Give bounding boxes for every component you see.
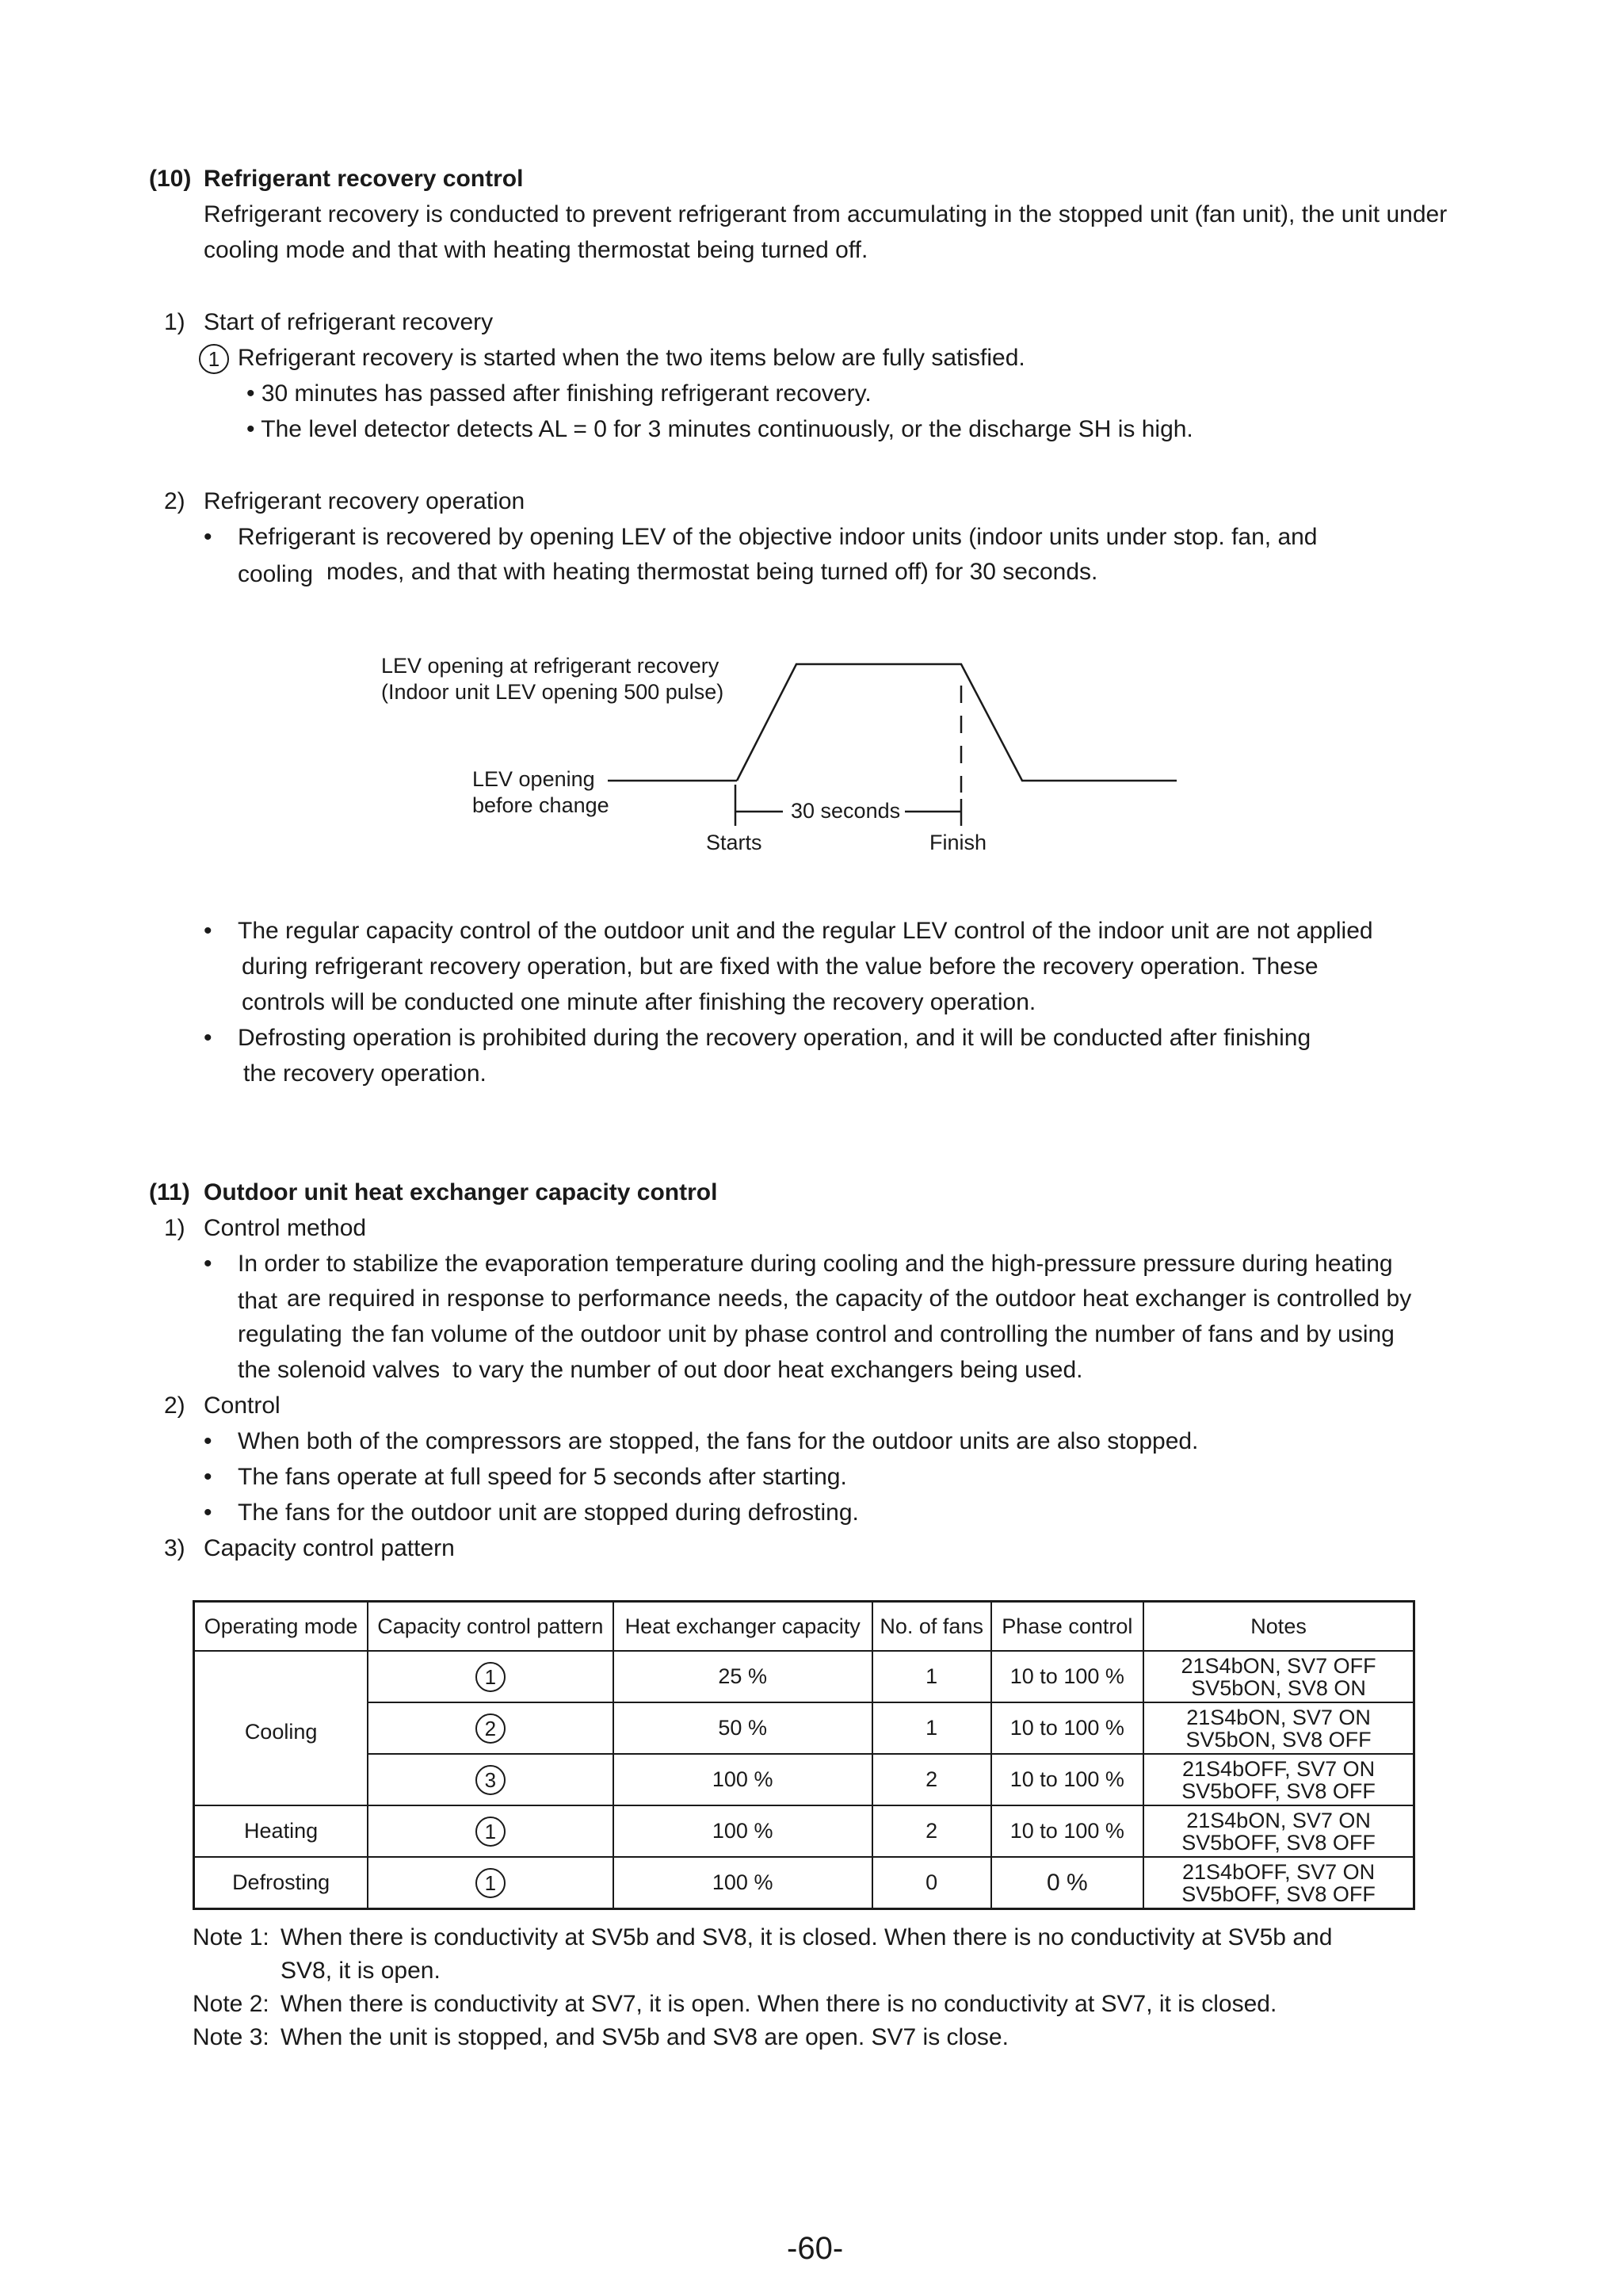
note-2-label: Note 2: [193, 1991, 269, 2017]
cell-notes [1143, 1651, 1414, 1702]
cell-pattern [368, 1651, 613, 1702]
s11-step-1-line4-a: the solenoid valves [238, 1357, 441, 1383]
note-line: SV5bOFF, SV8 OFF [1181, 1830, 1376, 1855]
s11-step-2-bullet-3: The fans for the outdoor unit are stopped during defrosting. [238, 1499, 859, 1526]
step-1-bullet-1: • 30 minutes has passed after finishing refrigerant recovery. [246, 380, 872, 407]
diagram-start-label: Starts [706, 831, 762, 854]
diagram-label-top-1: LEV opening at refrigerant recovery [381, 654, 719, 678]
note-line: SV5bOFF, SV8 OFF [1181, 1881, 1376, 1906]
step-1-bullet-2: • The level detector detects AL = 0 for 3 minutes continuously, or the discharge SH is high. [246, 416, 1193, 442]
note-1-label: Note 1: [193, 1924, 269, 1950]
cell-phase: 10 to 100 % [991, 1805, 1144, 1857]
diagram-finish-label: Finish [929, 831, 987, 854]
cell-notes [1143, 1857, 1414, 1909]
cell-mode-heating: Heating [194, 1805, 368, 1857]
note-line: SV5bOFF, SV8 OFF [1181, 1778, 1376, 1803]
step-1-text: Refrigerant recovery is started when the two items below are fully satisfied. [238, 345, 1025, 371]
diagram-label-before-1: LEV opening [472, 767, 595, 791]
cell-fans: 0 [872, 1857, 991, 1909]
header-phase-control: Phase control [991, 1602, 1144, 1652]
s11-step-2-number: 2) [164, 1392, 185, 1419]
cell-capacity: 25 % [613, 1651, 872, 1702]
s11-step-3-number: 3) [164, 1535, 185, 1561]
step-2-bullet-line2-a: cooling [238, 561, 314, 587]
cell-fans: 2 [872, 1754, 991, 1805]
header-no-of-fans: No. of fans [872, 1602, 991, 1652]
cell-capacity: 100 % [613, 1857, 872, 1909]
table-row [194, 1857, 1414, 1909]
page-number: -60- [787, 2231, 844, 2266]
header-capacity-pattern: Capacity control pattern [368, 1602, 613, 1652]
note-line: 21S4bON, SV7 ON [1186, 1808, 1371, 1832]
s11-step-1-title: Control method [204, 1215, 367, 1241]
s11-step-1-line2-a: that [238, 1288, 278, 1314]
section-10-intro-line1: Refrigerant recovery is conducted to prevent refrigerant from accumulating in the stopped unit (fan unit), the unit under [204, 201, 1448, 227]
section-10-intro-line2: cooling mode and that with heating thermostat being turned off. [204, 237, 868, 263]
table-row [194, 1754, 1414, 1805]
bullet-dot: • [204, 524, 212, 550]
step-2-bullet-line2-b: modes, and that with heating thermostat being turned off) for 30 seconds. [326, 559, 1098, 585]
header-operating-mode: Operating mode [194, 1602, 368, 1652]
cell-pattern [368, 1805, 613, 1857]
s11-step-1-line4-b: to vary the number of out door heat exchangers being used. [452, 1357, 1083, 1383]
cell-phase: 10 to 100 % [991, 1702, 1144, 1754]
diagram-duration-label: 30 seconds [791, 799, 901, 823]
table-header-row [194, 1602, 1414, 1652]
table-row [194, 1805, 1414, 1857]
s11-step-3-title: Capacity control pattern [204, 1535, 455, 1561]
note-3-line1: When the unit is stopped, and SV5b and SV8 are open. SV7 is close. [281, 2024, 1009, 2050]
cell-pattern [368, 1754, 613, 1805]
step-1-title: Start of refrigerant recovery [204, 309, 494, 335]
table-row [194, 1651, 1414, 1702]
cell-pattern [368, 1702, 613, 1754]
section-11-title: Outdoor unit heat exchanger capacity control [204, 1179, 718, 1205]
circled-number: 1 [475, 1662, 506, 1692]
note-line: 21S4bOFF, SV7 ON [1182, 1756, 1376, 1781]
bullet-dot: • [204, 1464, 212, 1490]
bullet-dot: • [204, 918, 212, 944]
bullet-dot: • [204, 1499, 212, 1526]
cell-notes [1143, 1702, 1414, 1754]
header-heat-exchanger-capacity: Heat exchanger capacity [613, 1602, 872, 1652]
step-2-number: 2) [164, 488, 185, 514]
note-line: 21S4bON, SV7 OFF [1181, 1653, 1376, 1678]
bullet-dot: • [204, 1251, 212, 1277]
step-2-title: Refrigerant recovery operation [204, 488, 525, 514]
cell-fans: 1 [872, 1651, 991, 1702]
capacity-control-table [193, 1600, 1415, 1910]
bullet-dot: • [204, 1428, 212, 1454]
s11-step-2-bullet-2: The fans operate at full speed for 5 seconds after starting. [238, 1464, 847, 1490]
s11-step-1-line2-b: are required in response to performance needs, the capacity of the outdoor heat exchanger is controlled by [287, 1286, 1412, 1312]
note-line: 21S4bON, SV7 ON [1186, 1705, 1371, 1729]
note-line: 21S4bOFF, SV7 ON [1182, 1859, 1376, 1884]
step-1-number: 1) [164, 309, 185, 335]
lev-opening-timing-diagram [0, 0, 1622, 872]
cell-notes [1143, 1754, 1414, 1805]
step-2-bullet-line1: Refrigerant is recovered by opening LEV of the objective indoor units (indoor units under stop. fan, and [238, 524, 1318, 550]
lev-opening-curve [737, 664, 1177, 781]
note-line: SV5bON, SV8 OFF [1185, 1727, 1372, 1752]
section-10-title: Refrigerant recovery control [204, 166, 524, 192]
after-bullet-2-line1: Defrosting operation is prohibited during the recovery operation, and it will be conducted after finishing [238, 1025, 1311, 1051]
circled-number: 3 [475, 1765, 506, 1795]
s11-step-2-title: Control [204, 1392, 281, 1419]
cell-pattern [368, 1857, 613, 1909]
cell-mode-defrosting: Defrosting [194, 1857, 368, 1909]
cell-fans: 1 [872, 1702, 991, 1754]
cell-capacity: 100 % [613, 1754, 872, 1805]
cell-mode-cooling: Cooling [194, 1651, 368, 1805]
cell-notes [1143, 1805, 1414, 1857]
s11-step-1-line3-b: the fan volume of the outdoor unit by phase control and controlling the number of fans and by using [352, 1321, 1395, 1347]
cell-fans: 2 [872, 1805, 991, 1857]
circled-number: 1 [475, 1868, 506, 1898]
section-11-number: (11) [149, 1179, 190, 1205]
note-line: SV5bON, SV8 ON [1191, 1675, 1366, 1700]
after-bullet-2-line2: the recovery operation. [243, 1060, 487, 1087]
s11-step-1-line3-a: regulating [238, 1321, 342, 1347]
section-10-number: (10) [149, 166, 192, 192]
cell-capacity: 100 % [613, 1805, 872, 1857]
note-3-label: Note 3: [193, 2024, 269, 2050]
bullet-dot: • [204, 1025, 212, 1051]
note-2-line1: When there is conductivity at SV7, it is open. When there is no conductivity at SV7, it is closed. [281, 1991, 1277, 2017]
diagram-label-top-2: (Indoor unit LEV opening 500 pulse) [381, 680, 724, 704]
note-1-line1: When there is conductivity at SV5b and SV8, it is closed. When there is no conductivity at SV5b and [281, 1924, 1333, 1950]
after-bullet-1-line2: during refrigerant recovery operation, but are fixed with the value before the recovery operation. These [242, 953, 1319, 980]
cell-phase: 0 % [991, 1857, 1144, 1909]
circled-number: 1 [475, 1817, 506, 1847]
circled-number-marker: 1 [199, 344, 229, 374]
diagram-label-before-2: before change [472, 793, 609, 817]
cell-phase: 10 to 100 % [991, 1754, 1144, 1805]
s11-step-1-line1: In order to stabilize the evaporation temperature during cooling and the high-pressure pressure during heating [238, 1251, 1393, 1277]
after-bullet-1-line1: The regular capacity control of the outdoor unit and the regular LEV control of the indoor unit are not applied [238, 918, 1373, 944]
cell-phase: 10 to 100 % [991, 1651, 1144, 1702]
s11-step-1-number: 1) [164, 1215, 185, 1241]
header-notes: Notes [1143, 1602, 1414, 1652]
after-bullet-1-line3: controls will be conducted one minute after finishing the recovery operation. [242, 989, 1036, 1015]
table-row [194, 1702, 1414, 1754]
note-1-line2: SV8, it is open. [281, 1958, 441, 1984]
cell-capacity: 50 % [613, 1702, 872, 1754]
circled-number: 2 [475, 1713, 506, 1744]
s11-step-2-bullet-1: When both of the compressors are stopped, the fans for the outdoor units are also stopped. [238, 1428, 1199, 1454]
